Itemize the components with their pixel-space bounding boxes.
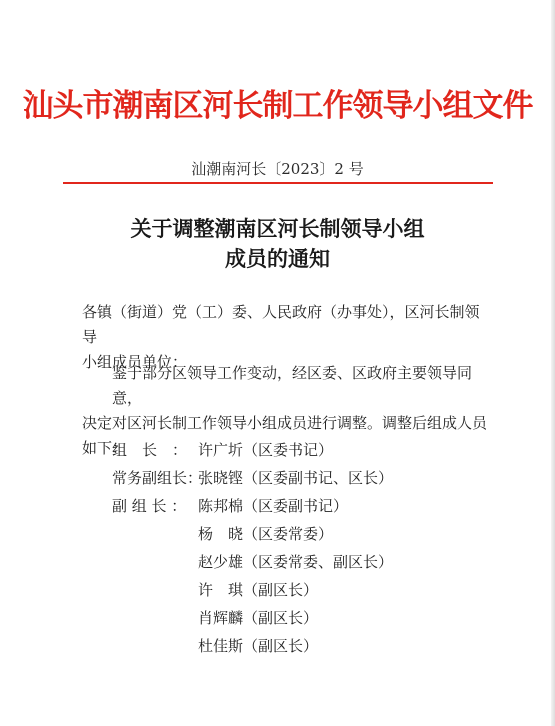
body-line-2: 决定对区河长制工作领导小组成员进行调整。调整后组成人员: [82, 414, 488, 432]
member-row: [112, 494, 348, 518]
member-name: 肖辉麟（副区长）: [198, 609, 319, 627]
member-row: [112, 578, 318, 602]
addressee-line-2: 小组成员单位：: [82, 353, 188, 371]
notice-title-line-1: 关于调整潮南区河长制领导小组: [130, 216, 425, 241]
body-line-3: 如下：: [82, 439, 128, 457]
notice-title: [0, 214, 555, 274]
document-number: 汕潮南河长〔2023〕2 号: [191, 160, 364, 178]
member-row: [112, 634, 318, 658]
member-name: 张晓铿（区委副书记、区长）: [198, 469, 394, 487]
member-role: 组 长 ：: [112, 441, 188, 459]
addressee-line-1: 各镇（街道）党（工）委、人民政府（办事处），区河长制领导: [82, 303, 480, 346]
issuer-title: 汕头市潮南区河长制工作领导小组文件: [22, 88, 533, 124]
member-name: 陈邦棉（区委副书记）: [198, 497, 349, 515]
member-name: 杨 晓（区委常委）: [198, 525, 334, 543]
member-name: 许广圻（区委书记）: [198, 441, 334, 459]
member-name: 赵少雄（区委常委、副区长）: [198, 553, 394, 571]
body-line-1: 鉴于部分区领导工作变动，经区委、区政府主要领导同意，: [112, 364, 473, 407]
member-role: 常务副组长：: [112, 469, 203, 487]
notice-title-line-2: 成员的通知: [225, 246, 330, 271]
member-role: 副 组 长 ：: [112, 497, 187, 515]
member-row: [112, 438, 333, 462]
member-row: [112, 606, 318, 630]
member-row: [112, 550, 393, 574]
red-divider-line: [63, 182, 493, 184]
member-name: 杜佳斯（副区长）: [198, 637, 319, 655]
member-name: 许 琪（副区长）: [198, 581, 319, 599]
member-row: [112, 522, 333, 546]
member-row: [112, 466, 393, 490]
scan-edge-shadow: [551, 0, 555, 726]
